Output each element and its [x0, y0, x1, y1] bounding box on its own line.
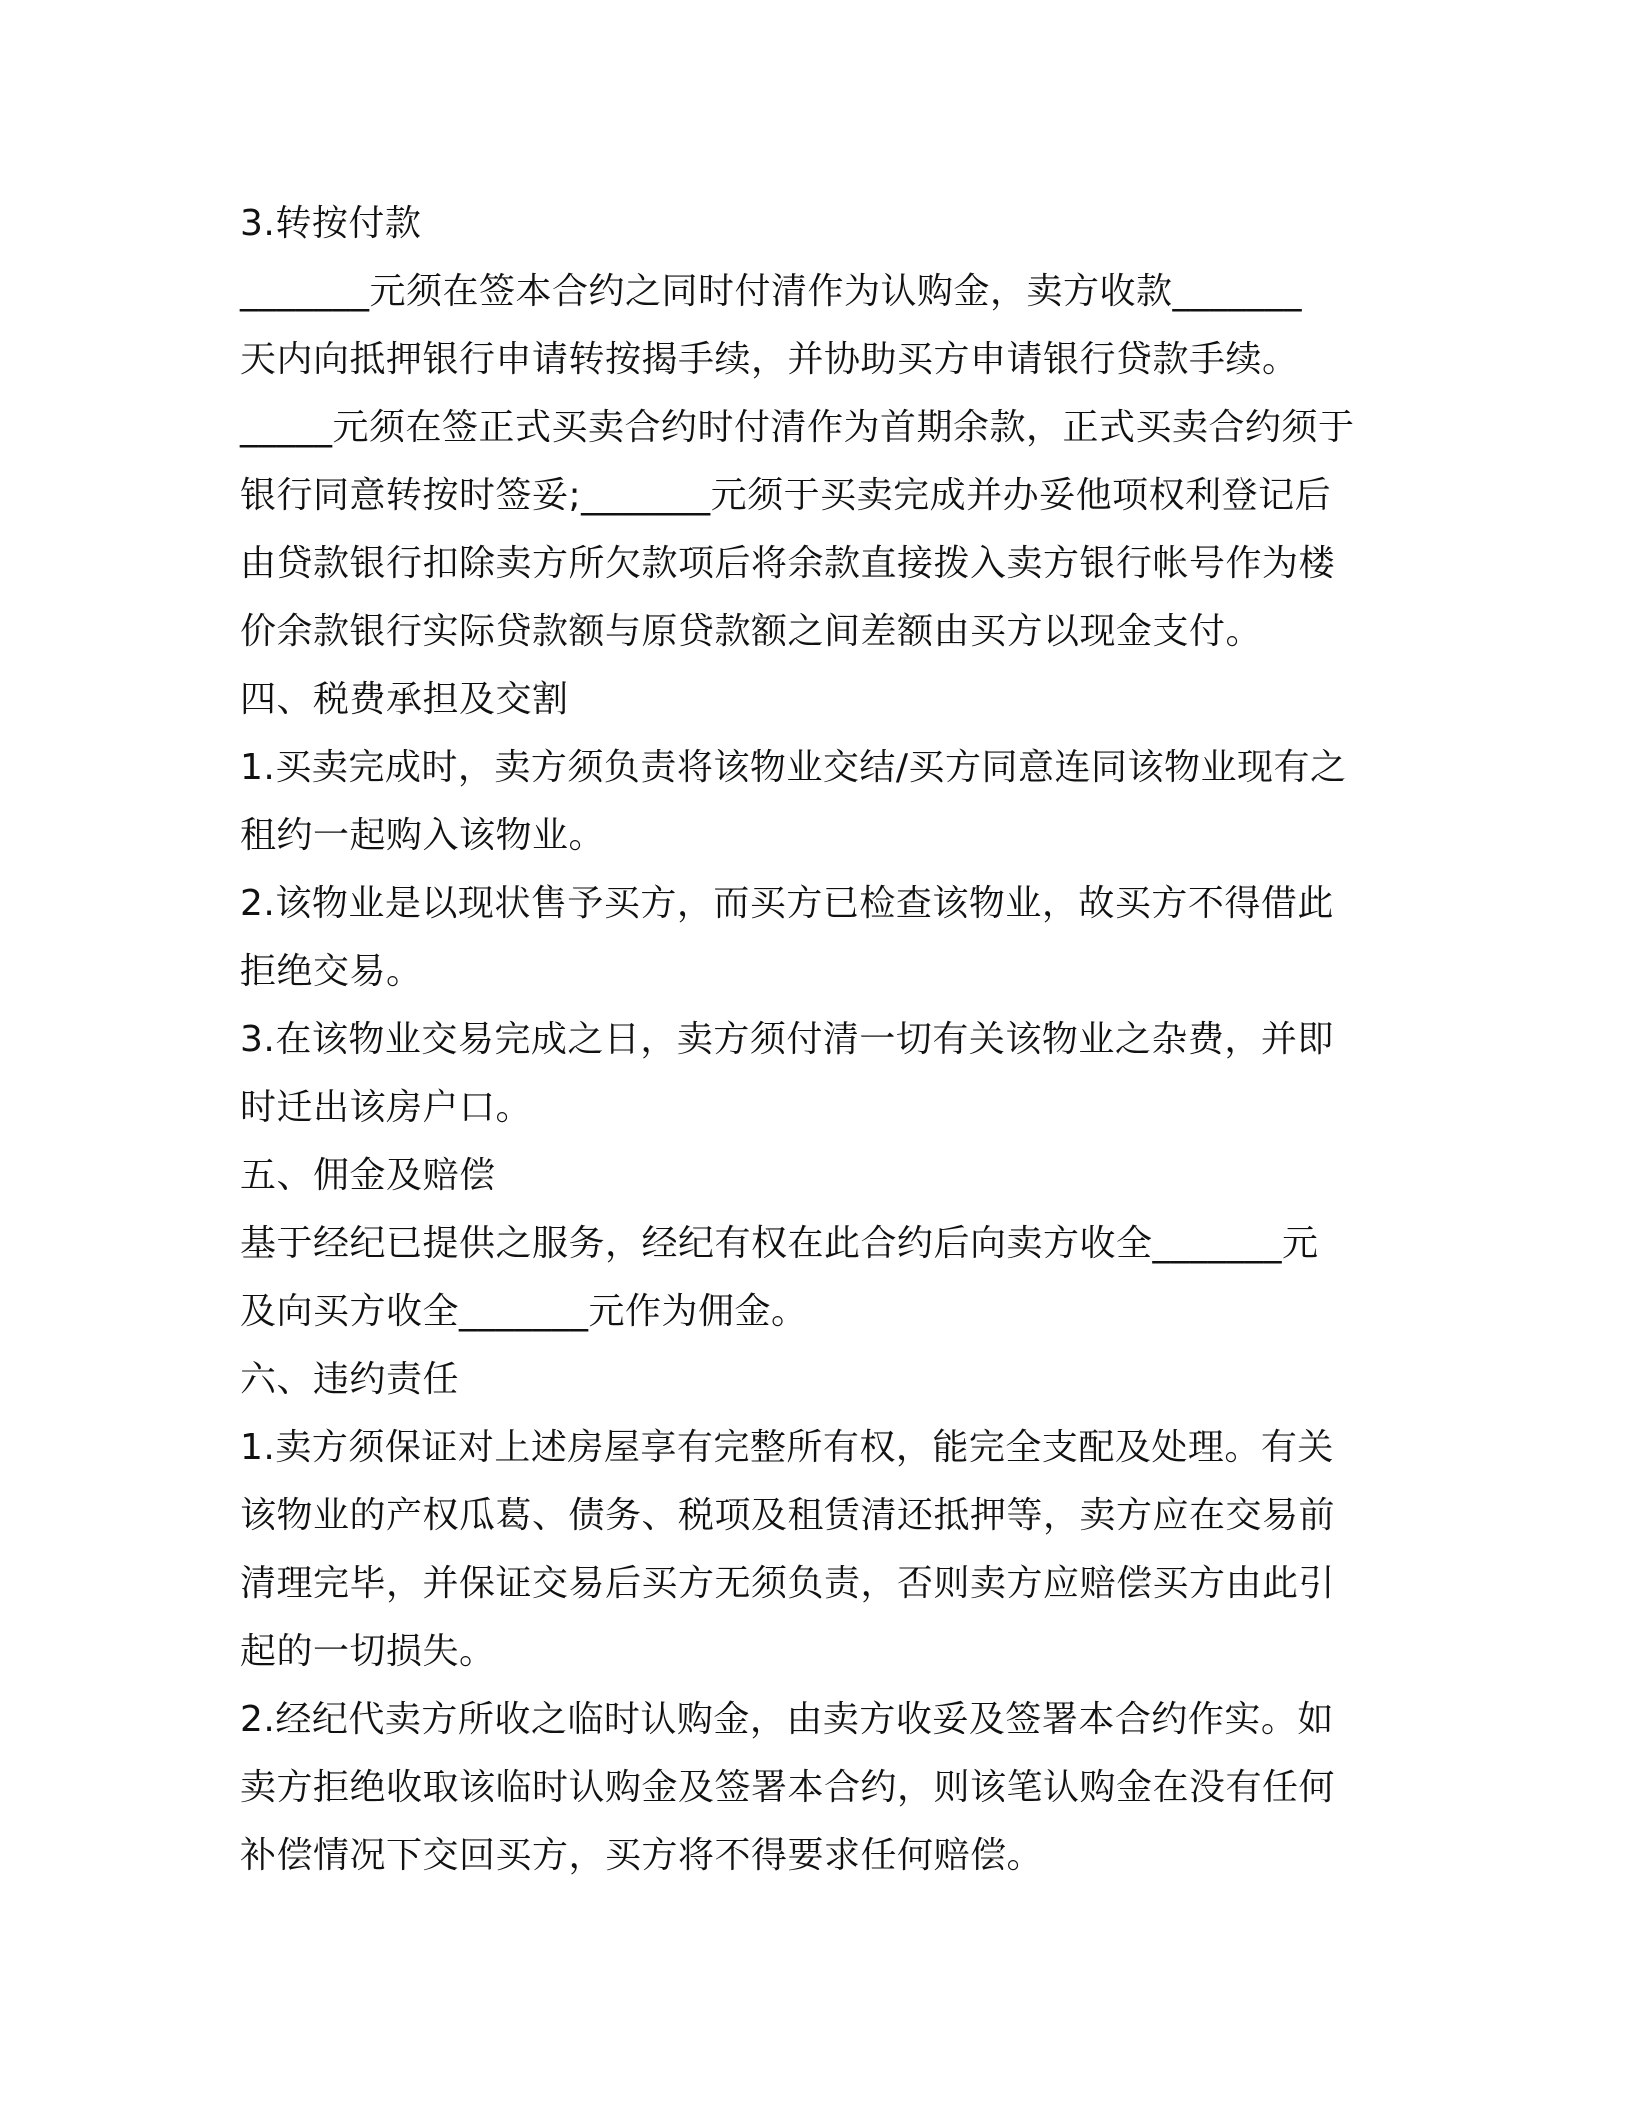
paragraph-line: 清理完毕，并保证交易后买方无须负责，否则卖方应赔偿买方由此引 — [240, 1563, 1336, 1604]
paragraph-line: 该物业的产权瓜葛、债务、税项及租赁清还抵押等，卖方应在交易前 — [240, 1495, 1336, 1536]
paragraph-line: 银行同意转按时签妥;_______元须于买卖完成并办妥他项权利登记后 — [240, 475, 1332, 516]
paragraph-line: 卖方拒绝收取该临时认购金及签署本合约，则该笔认购金在没有任何 — [240, 1767, 1336, 1808]
paragraph-line: 2.经纪代卖方所收之临时认购金，由卖方收妥及签署本合约作实。如 — [240, 1699, 1334, 1740]
paragraph-line: 起的一切损失。 — [240, 1631, 496, 1672]
paragraph-line: 由贷款银行扣除卖方所欠款项后将余款直接拨入卖方银行帐号作为楼 — [240, 543, 1336, 584]
section-heading-taxes: 四、税费承担及交割 — [240, 679, 569, 720]
paragraph-line: 基于经纪已提供之服务，经纪有权在此合约后向卖方收全_______元 — [240, 1223, 1319, 1264]
paragraph-line: 补偿情况下交回买方，买方将不得要求任何赔偿。 — [240, 1835, 1044, 1876]
section-heading-commission: 五、佣金及赔偿 — [240, 1155, 496, 1196]
section-heading-breach: 六、违约责任 — [240, 1359, 460, 1400]
paragraph-line: 价余款银行实际贷款额与原贷款额之间差额由买方以现金支付。 — [240, 611, 1263, 652]
section-heading-transfer-payment: 3.转按付款 — [240, 203, 422, 244]
paragraph-line: 1.买卖完成时，卖方须负责将该物业交结/买方同意连同该物业现有之 — [240, 747, 1347, 788]
document-body — [240, 190, 1390, 1890]
paragraph-line: _______元须在签本合约之同时付清作为认购金，卖方收款_______ — [240, 271, 1303, 312]
paragraph-line: _____元须在签正式买卖合约时付清作为首期余款，正式买卖合约须于 — [240, 407, 1355, 448]
paragraph-line: 及向买方收全_______元作为佣金。 — [240, 1291, 808, 1332]
paragraph-line: 时迁出该房户口。 — [240, 1087, 533, 1128]
paragraph-line: 拒绝交易。 — [240, 951, 423, 992]
paragraph-line: 3.在该物业交易完成之日，卖方须付清一切有关该物业之杂费，并即 — [240, 1019, 1334, 1060]
paragraph-line: 天内向抵押银行申请转按揭手续，并协助买方申请银行贷款手续。 — [240, 339, 1299, 380]
paragraph-line: 2.该物业是以现状售予买方，而买方已检查该物业，故买方不得借此 — [240, 883, 1334, 924]
paragraph-line: 租约一起购入该物业。 — [240, 815, 606, 856]
paragraph-line: 1.卖方须保证对上述房屋享有完整所有权，能完全支配及处理。有关 — [240, 1427, 1334, 1468]
